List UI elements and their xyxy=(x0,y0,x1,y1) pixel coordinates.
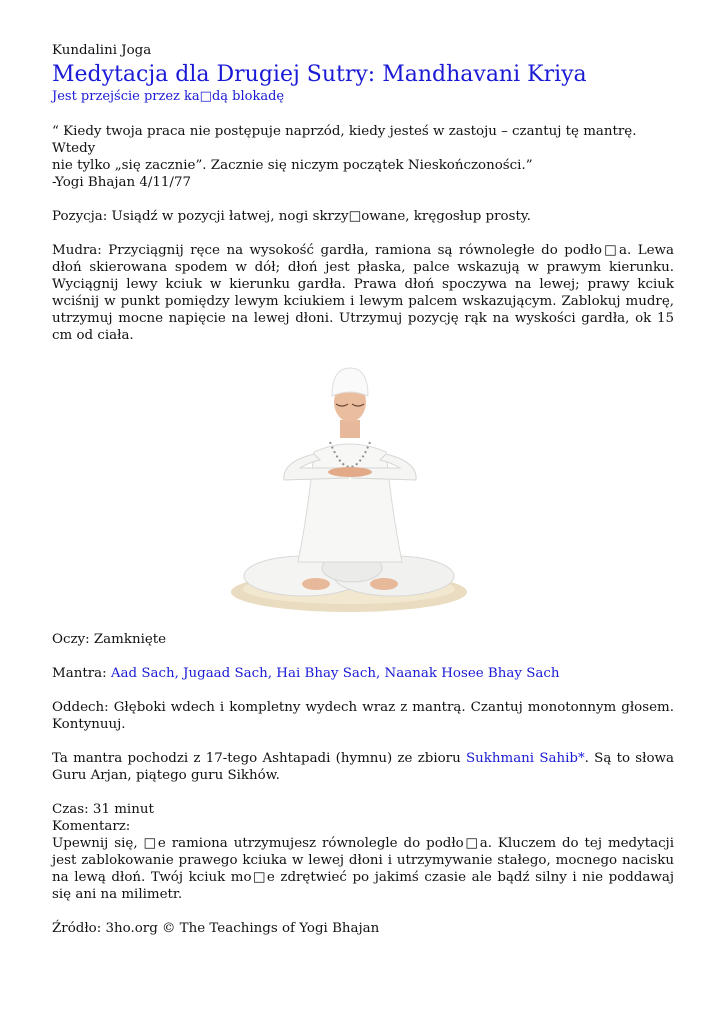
origin-paragraph xyxy=(52,750,674,784)
mantra-paragraph xyxy=(52,665,674,682)
document-kicker: Kundalini Joga xyxy=(52,43,152,58)
origin-text-before: Ta mantra pochodzi z 17-tego Ashtapadi (hymnu) ze zbioru xyxy=(52,751,466,766)
origin-text-after: . Są to słowa Guru Arjan, piątego guru Sikhów. xyxy=(52,751,674,783)
meditation-figure xyxy=(52,362,674,614)
position-paragraph: Pozycja: Usiądź w pozycji łatwej, nogi skrzy□owane, kręgosłup prosty. xyxy=(52,209,531,224)
document-page xyxy=(52,42,674,937)
breath-paragraph: Oddech: Głęboki wdech i kompletny wydech wraz z mantrą. Czantuj monotonnym głosem. Kontynuuj. xyxy=(52,700,674,732)
quote-block xyxy=(52,123,674,191)
comments-paragraph: Upewnij się, □e ramiona utrzymujesz równolegle do podło□a. Kluczem do tej medytacji jest zablokowanie prawego kciuka w lewej dłoni i utrzymywanie stałego, mocnego nacisku na lewą dłoń. Twój kciuk mo□e zdrętwieć po jakimś czasie ale bądź silny i nie poddawaj się ani na milimetr. xyxy=(52,836,674,902)
quote-line-1: “ Kiedy twoja praca nie postępuje naprzód, kiedy jesteś w zastoju – czantuj tę mantrę. Wtedy xyxy=(52,124,637,156)
document-title: Medytacja dla Drugiej Sutry: Mandhavani Kriya xyxy=(52,62,587,87)
mantra-text: Aad Sach, Jugaad Sach, Hai Bhay Sach, Naanak Hosee Bhay Sach xyxy=(110,666,560,681)
document-subtitle: Jest przejście przez ka□dą blokadę xyxy=(52,89,285,104)
comments-label: Komentarz: xyxy=(52,819,131,834)
quote-author: -Yogi Bhajan 4/11/77 xyxy=(52,175,191,190)
quote-line-2: nie tylko „się zacznie”. Zacznie się niczym początek Nieskończoności.” xyxy=(52,158,533,173)
source-paragraph: Źródło: 3ho.org © The Teachings of Yogi Bhajan xyxy=(52,921,380,936)
sukhmani-sahib-link[interactable]: Sukhmani Sahib* xyxy=(465,751,585,766)
eyes-paragraph: Oczy: Zamknięte xyxy=(52,632,167,647)
mantra-label: Mantra: xyxy=(52,666,111,681)
meditation-pose-illustration xyxy=(52,362,674,614)
mudra-paragraph: Mudra: Przyciągnij ręce na wysokość gardła, ramiona są równoległe do podło□a. Lewa dłoń skierowana spodem w dół; dłoń jest płaska, palce wskazują w prawym kierunku. Wyciągnij lewy kciuk w kierunku gardła. Prawa dłoń spoczywa na lewej; prawy kciuk wciśnij w punkt pomiędzy lewym kciukiem i lewym palcem wskazującym. Zablokuj mudrę, utrzymuj mocne napięcie na lewej dłoni. Utrzymuj pozycję rąk na wyskości gardła, ok 15 cm od ciała. xyxy=(52,243,674,343)
time-paragraph: Czas: 31 minut xyxy=(52,802,154,817)
